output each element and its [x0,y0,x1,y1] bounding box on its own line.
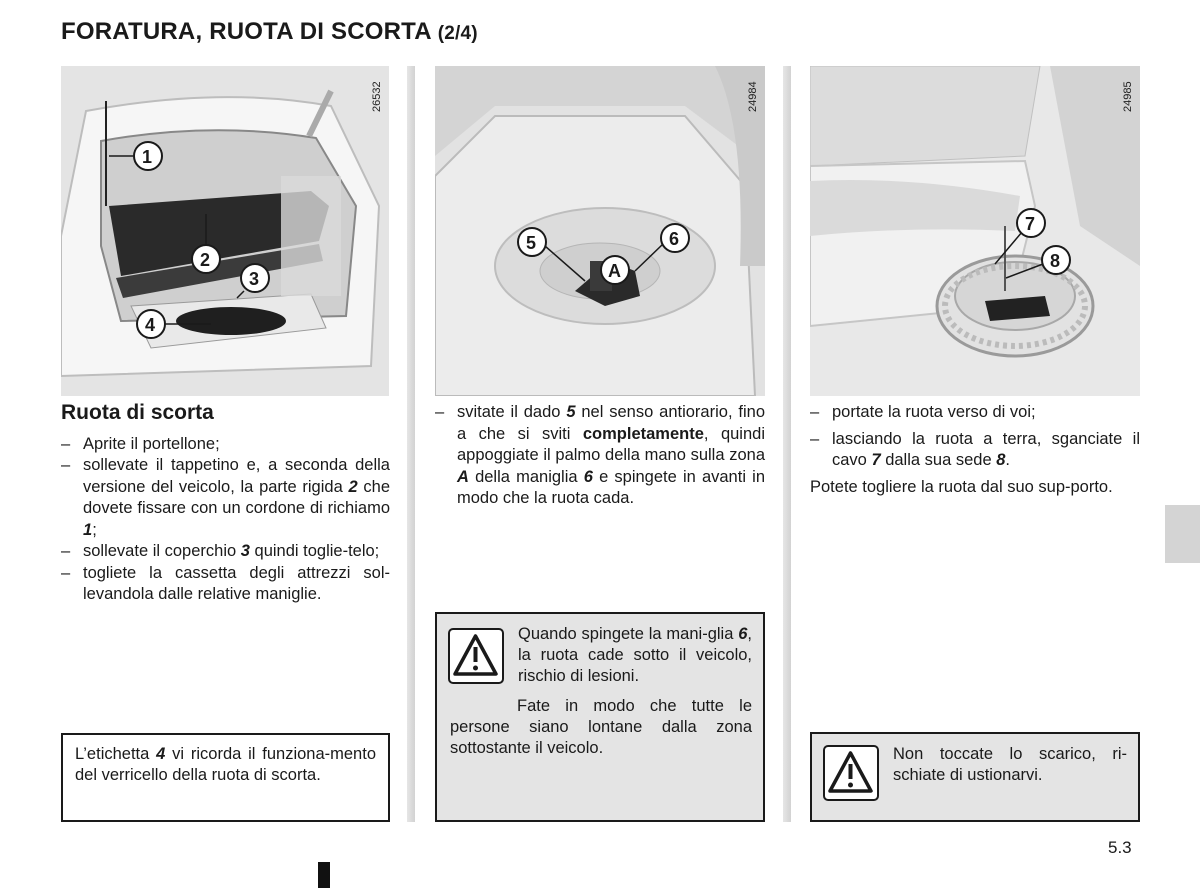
step-list [435,402,765,510]
figure-code: 26532 [371,81,383,112]
warning-text-2: Fate in modo che tutte le persone siano lontane dalla zona sottostante il veicolo. [450,697,752,757]
callout-6 [661,224,689,252]
step-list [810,402,1140,472]
page-number: 5.3 [1108,838,1132,857]
column-3-text [810,402,1140,498]
column-1-text [61,402,390,606]
step-list [61,434,390,606]
callout-3 [241,264,269,292]
crop-mark [318,862,330,888]
column-2-text [435,402,765,510]
warning-text: Non toccate lo scarico, ri-schiate di ustionarvi. [893,745,1127,784]
warning-triangle-icon [448,628,504,684]
label-note-box: L’etichetta 4 vi ricorda il funziona-mento del verricello della ruota di scorta. [61,733,390,822]
callout-8 [1042,246,1070,274]
list-item: – portate la ruota verso di voi; [810,402,1140,424]
figure-code: 24984 [747,81,759,112]
list-item: – Aprite il portellone; [61,434,390,456]
warning-box-wheel-fall [435,612,765,822]
chapter-tab [1165,505,1200,563]
page-title [61,18,478,46]
callout-7 [1017,209,1045,237]
title-text: FORATURA, RUOTA DI SCORTA [61,18,431,45]
svg-text:3: 3 [249,269,260,289]
figure-spare-wheel-nut [435,66,765,396]
figure-spare-wheel-cable [810,66,1140,396]
svg-text:4: 4 [145,315,156,335]
callout-2 [192,245,220,273]
figure-code: 24985 [1122,81,1134,112]
callout-1 [134,142,162,170]
svg-text:2: 2 [200,250,211,270]
figure2-callouts [435,66,765,396]
callout-5 [518,228,546,256]
list-item: – togliete la cassetta degli attrezzi sol-levandola dalle relative maniglie. [61,563,390,606]
warning-text: Quando spingete la mani-glia 6, la ruota cade sotto il veicolo, rischio di lesioni. [518,625,752,685]
callout-4 [137,310,165,338]
svg-text:A: A [608,261,621,281]
list-item: – lasciando la ruota a terra, sganciate il cavo 7 dalla sua sede 8. [810,429,1140,472]
title-part: (2/4) [437,23,478,44]
figure1-callouts [61,66,389,396]
svg-text:6: 6 [669,229,680,249]
svg-text:5: 5 [526,233,537,253]
warning-triangle-icon [823,745,879,801]
figure-trunk-open [61,66,389,396]
figure3-callouts [810,66,1140,396]
warning-box-exhaust [810,732,1140,822]
svg-text:7: 7 [1025,214,1036,234]
paragraph: Potete togliere la ruota dal suo sup-porto. [810,477,1113,496]
callout-A [601,256,629,284]
column-separator [407,66,415,822]
svg-text:8: 8 [1050,251,1061,271]
column-separator [783,66,791,822]
svg-text:1: 1 [142,147,153,167]
list-item: – sollevate il tappetino e, a seconda della versione del veicolo, la parte rigida 2 che dovete fissare con un cordone di richiamo 1; [61,455,390,541]
list-item: – svitate il dado 5 nel senso antiorario, fino a che si sviti completamente, quindi appoggiate il palmo della mano sulla zona A della maniglia 6 e spingete in avanti in modo che la ruota cada. [435,402,765,510]
section-heading: Ruota di scorta [61,401,214,424]
list-item: – sollevate il coperchio 3 quindi toglie-telo; [61,541,390,563]
